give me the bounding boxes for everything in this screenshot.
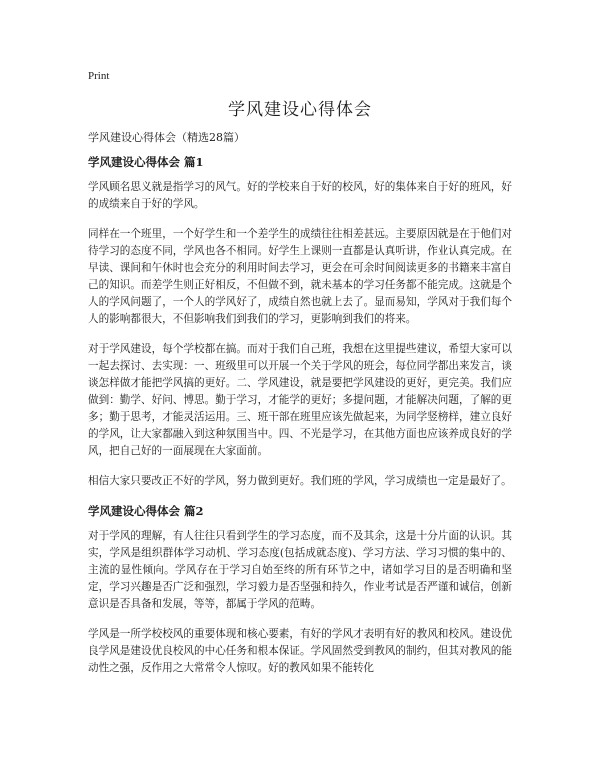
paragraph: 相信大家只要改正不好的学风，努力做到更好。我们班的学风，学习成绩也一定是最好了。: [88, 475, 512, 487]
print-label: Print: [88, 70, 110, 82]
document-body: [88, 129, 512, 690]
paragraph: 对于学风建设，每个学校都在搞。而对于我们自己班，我想在这里提些建议，希望大家可以一起去探讨、去实现：一、班级里可以开展一个关于学风的班会，每位同学都出来发言，谈谈怎样做才能把学风搞的更好。二、学风建设，就是要把学风建设的更好，更完美。我们应做到：勤学、好问、博思。勤于学习，才能学的更好；多提问题，才能解决问题，了解的更多；勤于思考，才能灵活运用。三、班干部在班里应该先做起来，为同学竖榜样，建立良好的学风，让大家都融入到这种氛围当中。四、不光是学习，在其他方面也应该养成良好的学风，把自己好的一面展现在大家面前。: [88, 343, 512, 457]
paragraph: 同样在一个班里，一个好学生和一个差学生的成绩往往相差甚远。主要原因就是在于他们对待学习的态度不同，学风也各不相同。好学生上课则一直都是认真听讲，作业认真完成。在早读、课间和午休时也会充分的利用时间去学习，更会在可余时间阅读更多的书籍来丰富自己的知识。而差学生则正好相反，不但做不到，就未基本的学习任务都不能完成。这就是个人的学风问题了，一个人的学风好了，成绩自然也就上去了。显而易知，学风对于我们每个人的影响都很大，不但影响我们到我们的学习，更影响到我们的将来。: [88, 228, 512, 325]
paragraph: 对于学风的理解，有人往往只看到学生的学习态度，而不及其余，这是十分片面的认识。其实，学风是组织群体学习动机、学习态度(包括成就态度)、学习方法、学习习惯的集中的、主流的显性倾向。学风存在于学习自始至终的所有环节之中，诸如学习目的是否明确和坚定，学习兴趣是否广泛和强烈，学习毅力是否坚强和持久，作业考试是否严谨和诚信，创新意识是否具备和发展，等等，都属于学风的范畴。: [88, 530, 512, 610]
section-heading-2: 学风建设心得体会 篇2: [88, 504, 204, 518]
document-subtitle: 学风建设心得体会（精选28篇）: [88, 131, 245, 144]
page-title: 学风建设心得体会: [228, 100, 372, 120]
section-heading-1: 学风建设心得体会 篇1: [88, 155, 204, 169]
paragraph: 学风顾名思义就是指学习的风气。好的学校来自于好的校风，好的集体来自于好的班风，好的成绩来自于好的学风。: [88, 181, 512, 210]
paragraph: 学风是一所学校校风的重要体现和核心要素，有好的学风才表明有好的教风和校风。建设优良学风是建设优良校风的中心任务和根本保证。学风固然受到教风的制约，但其对教风的能动性之强，反作用之大常常令人惊叹。好的教风如果不能转化: [88, 628, 512, 674]
